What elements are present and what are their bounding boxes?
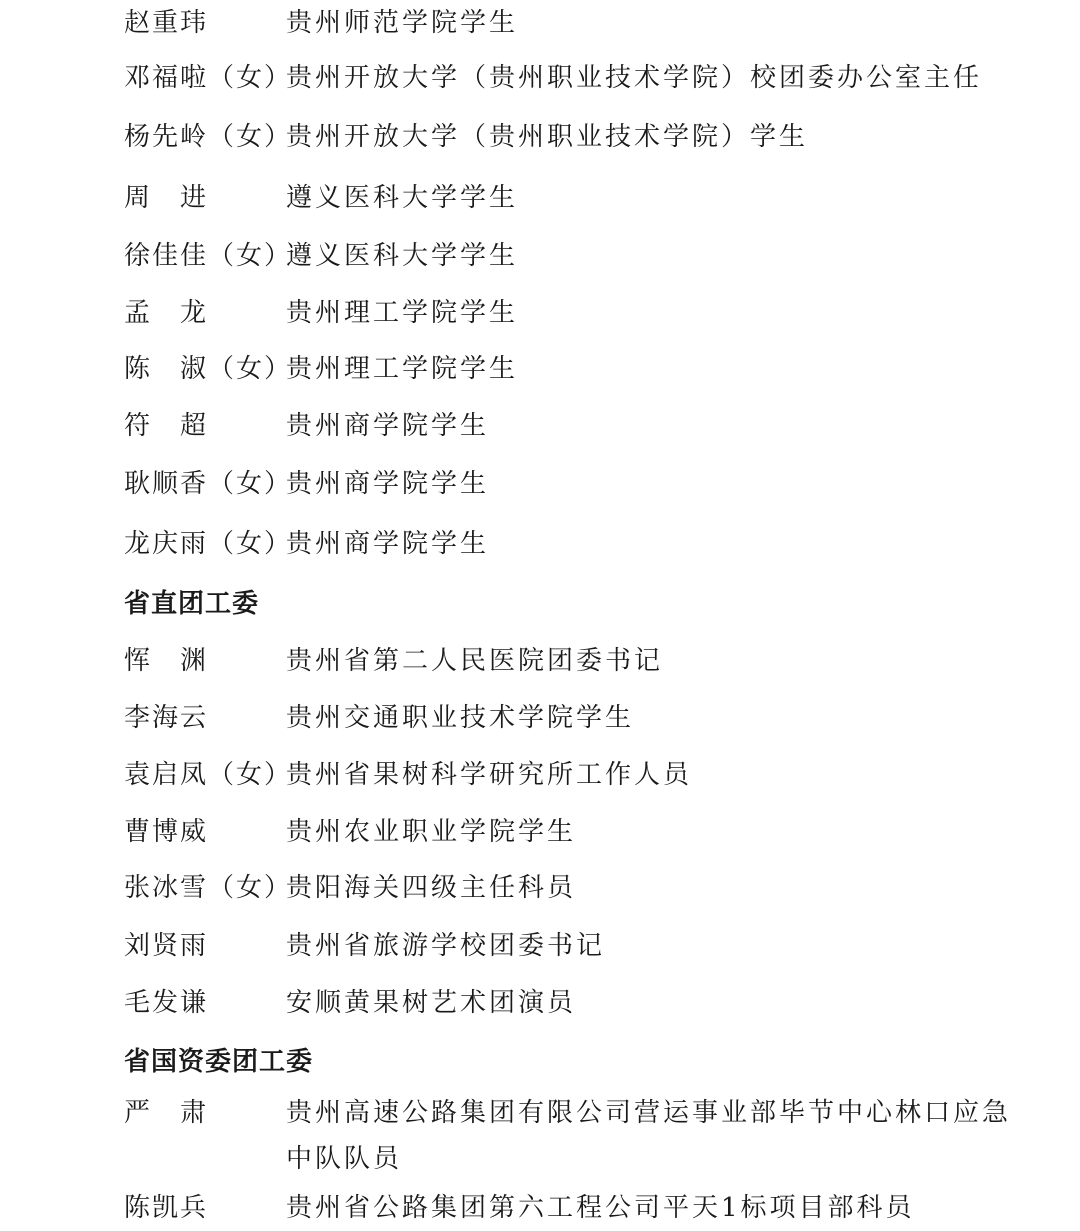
person-name: 邓福啦（女） bbox=[124, 63, 293, 93]
person-name: 徐佳佳（女） bbox=[124, 241, 293, 271]
person-name: 严 肃 bbox=[124, 1098, 209, 1128]
person-description: 贵州理工学院学生 bbox=[286, 354, 519, 384]
person-description: 贵州农业职业学院学生 bbox=[286, 817, 577, 847]
person-name: 恽 渊 bbox=[124, 646, 209, 676]
person-description: 贵州商学院学生 bbox=[286, 529, 490, 559]
person-description: 贵州商学院学生 bbox=[286, 469, 490, 499]
person-description: 贵州师范学院学生 bbox=[286, 8, 519, 38]
person-name: 赵重玮 bbox=[124, 8, 209, 38]
person-description: 贵州开放大学（贵州职业技术学院）校团委办公室主任 bbox=[286, 63, 983, 93]
person-name: 李海云 bbox=[124, 703, 209, 733]
person-name: 曹博威 bbox=[124, 817, 209, 847]
person-description: 贵州高速公路集团有限公司营运事业部毕节中心林口应急中队队员 bbox=[286, 1098, 1012, 1174]
person-name: 袁启凤（女） bbox=[124, 760, 293, 790]
person-name: 耿顺香（女） bbox=[124, 469, 293, 499]
person-name: 张冰雪（女） bbox=[124, 873, 293, 903]
person-name: 杨先岭（女） bbox=[124, 122, 293, 152]
person-description: 贵州省果树科学研究所工作人员 bbox=[286, 760, 693, 790]
person-description: 遵义医科大学学生 bbox=[286, 183, 519, 213]
person-name: 周 进 bbox=[124, 183, 209, 213]
person-name: 陈凯兵 bbox=[124, 1193, 209, 1223]
person-description: 安顺黄果树艺术团演员 bbox=[286, 988, 577, 1018]
person-description: 遵义医科大学学生 bbox=[286, 241, 519, 271]
person-description: 贵阳海关四级主任科员 bbox=[286, 873, 577, 903]
person-name: 孟 龙 bbox=[124, 298, 209, 328]
section-title: 省国资委团工委 bbox=[124, 1047, 314, 1077]
person-description: 贵州开放大学（贵州职业技术学院）学生 bbox=[286, 122, 809, 152]
section-title: 省直团工委 bbox=[124, 589, 260, 619]
person-description: 贵州省旅游学校团委书记 bbox=[286, 931, 606, 961]
person-name: 龙庆雨（女） bbox=[124, 529, 293, 559]
person-description: 贵州交通职业技术学院学生 bbox=[286, 703, 635, 733]
person-description: 贵州商学院学生 bbox=[286, 411, 490, 441]
person-name: 符 超 bbox=[124, 411, 209, 441]
person-name: 毛发谦 bbox=[124, 988, 209, 1018]
person-name: 陈 淑（女） bbox=[124, 354, 293, 384]
person-description: 贵州省第二人民医院团委书记 bbox=[286, 646, 664, 676]
person-name: 刘贤雨 bbox=[124, 931, 209, 961]
person-description: 贵州省公路集团第六工程公司平天1标项目部科员 bbox=[286, 1193, 915, 1223]
person-description: 贵州理工学院学生 bbox=[286, 298, 519, 328]
